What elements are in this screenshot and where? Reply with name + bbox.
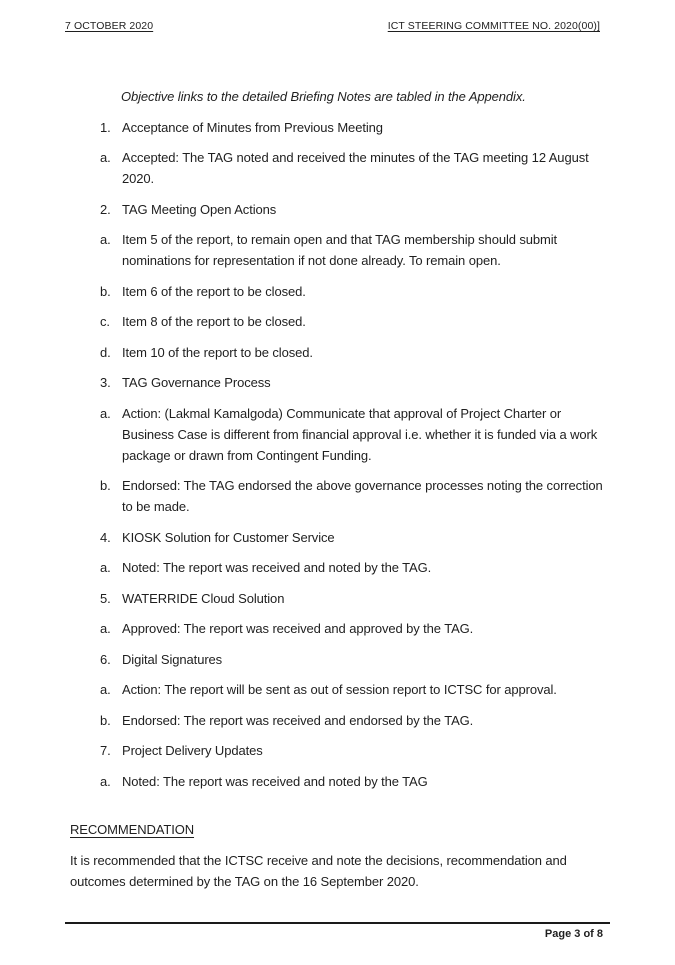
list-item [100,342,675,363]
list-item-text: Item 5 of the report, to remain open and that TAG membership should submit nominations for representation if not done already. To remain open. [122,232,558,268]
list-item-marker: a. [100,621,111,636]
list-item-text: Action: (Lakmal Kamalgoda) Communicate that approval of Project Charter or Business Case is different from financial approval i.e. whether it is funded via a work package or drawn from Contingent Funding. [122,405,598,463]
list-item-marker: d. [100,344,111,360]
list-item-text: Noted: The report was received and noted by the TAG. [122,560,432,575]
list-item-text: TAG Meeting Open Actions [122,201,277,217]
list-item [100,403,675,466]
list-item-marker: a. [100,560,111,575]
list-item-marker: b. [100,712,111,728]
recommendation-heading: RECOMMENDATION [70,821,195,837]
list-item-text: WATERRIDE Cloud Solution [122,590,285,606]
list-item-text: Digital Signatures [122,651,223,667]
header-committee-ref: ICT STEERING COMMITTEE NO. 2020(00)] [387,20,600,32]
list-item-marker: a. [100,232,111,247]
list-item-marker: 5. [100,590,111,606]
list-item-text: Project Delivery Updates [122,743,263,758]
list-item [100,710,675,731]
list-item-marker: a. [100,405,111,421]
list-item-text: Item 10 of the report to be closed. [122,344,313,360]
list-item [100,771,675,792]
list-item [100,740,675,761]
list-item-marker: a. [100,150,111,165]
list-item [100,199,675,220]
list-item [100,147,675,189]
list-item-text: Item 6 of the report to be closed. [122,283,306,299]
list-item-text: Item 8 of the report to be closed. [122,314,306,329]
list-item [100,527,675,548]
list-item-text: KIOSK Solution for Customer Service [122,529,335,545]
list-item-text: Noted: The report was received and noted by the TAG [122,773,428,789]
list-item [100,372,675,393]
list-item [100,281,675,302]
list-item-text: TAG Governance Process [122,375,271,390]
list-item [100,618,675,639]
minutes-list [100,117,675,792]
list-item [100,229,675,271]
list-item [100,588,675,609]
list-item [100,679,675,700]
list-item-text: Endorsed: The TAG endorsed the above governance processes noting the correction to be made. [122,478,603,514]
page-header [65,20,600,32]
list-item-marker: 3. [100,375,111,390]
list-item-text: Action: The report will be sent as out of session report to ICTSC for approval. [122,682,557,697]
list-item [100,649,675,670]
page-number-label: Page 3 of 8 [544,928,603,940]
list-item-marker: 6. [100,651,111,667]
list-item-text: Acceptance of Minutes from Previous Meeting [122,119,383,135]
intro-note: Objective links to the detailed Briefing Notes are tabled in the Appendix. [121,89,526,104]
list-item-marker: b. [100,478,111,493]
page-content [0,86,675,892]
list-item-text: Accepted: The TAG noted and received the minutes of the TAG meeting 12 August 2020. [122,150,589,186]
list-item-marker: 2. [100,201,111,217]
list-item-marker: b. [100,283,111,299]
list-item [100,557,675,578]
recommendation-body: It is recommended that the ICTSC receive and note the decisions, recommendation and outcomes determined by the TAG on the 16 September 2020. [70,852,567,889]
list-item-marker: 1. [100,119,111,135]
list-item [100,475,675,517]
list-item-marker: c. [100,314,110,329]
page-footer [65,922,610,940]
list-item [100,311,675,332]
list-item [100,117,675,138]
list-item-text: Approved: The report was received and approved by the TAG. [122,621,474,636]
list-item-marker: 4. [100,529,111,545]
list-item-marker: a. [100,682,111,697]
list-item-text: Endorsed: The report was received and endorsed by the TAG. [122,712,474,728]
header-date: 7 OCTOBER 2020 [65,20,154,32]
list-item-marker: 7. [100,743,111,758]
list-item-marker: a. [100,773,111,789]
